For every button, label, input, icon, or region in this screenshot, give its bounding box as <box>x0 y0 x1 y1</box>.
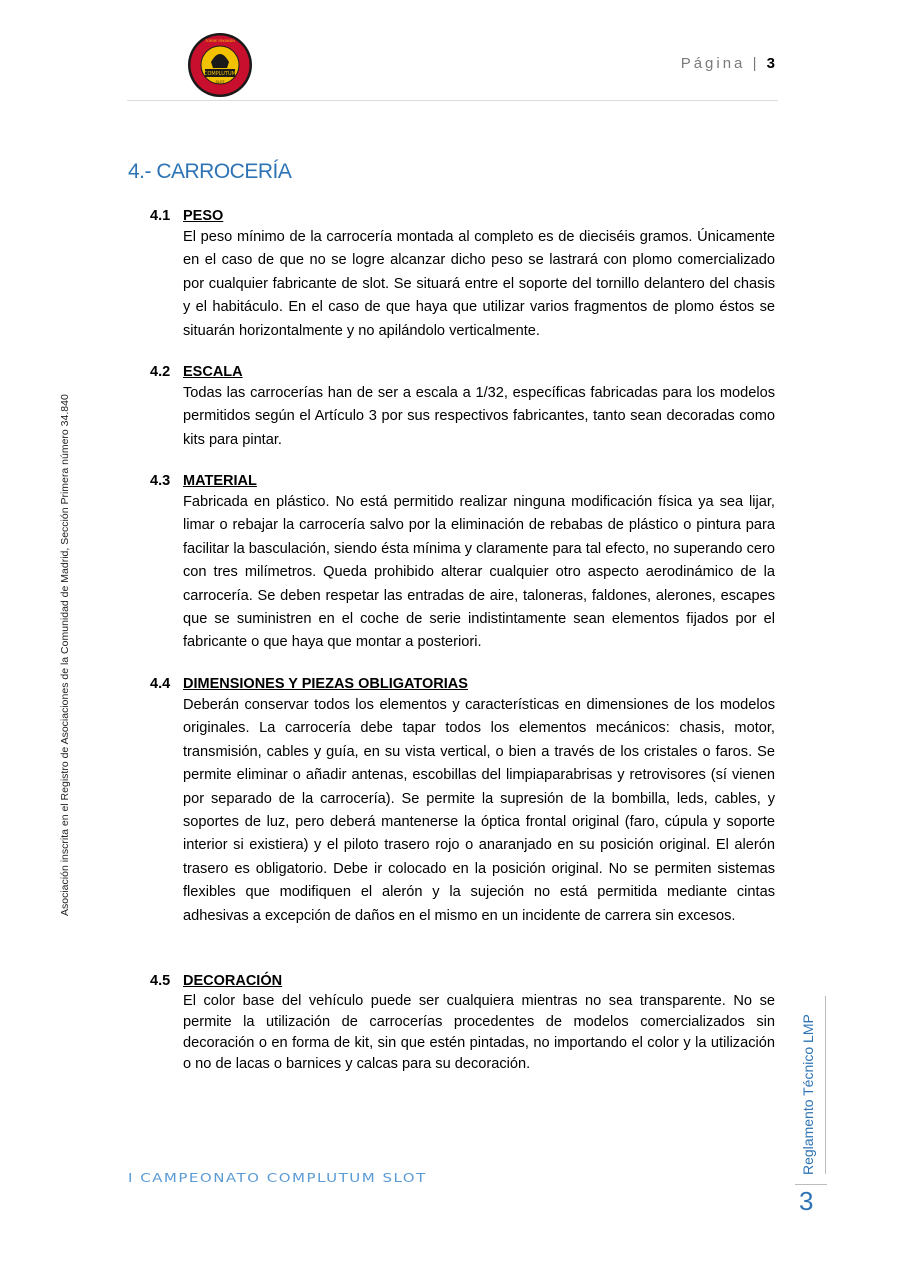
page-separator: | <box>752 55 757 72</box>
subsection-title: MATERIAL <box>183 473 257 489</box>
vertical-divider <box>825 996 826 1174</box>
subsection-title: DIMENSIONES Y PIEZAS OBLIGATORIAS <box>183 676 468 692</box>
subsection-body: El color base del vehículo puede ser cualquiera mientras no sea transparente. No se permite la utilización de carrocerías procedentes de modelos comercializados sin decoración o en forma de kit, sin que estén pintadas, no importando el color y la utilización o no de lacas o barnices y calcas para su decoración. <box>183 993 775 1072</box>
subsection-title: PESO <box>183 208 224 224</box>
subsection-body: El peso mínimo de la carrocería montada al completo es de dieciséis gramos. Únicamente en el caso de que no se logre alcanzar dicho peso se lastrará con plomo comercializado por cualquier fabricante de slot. Se situará entre el soporte del tornillo delantero del chasis y el habitáculo. En el caso de que haya que utilizar varios fragmentos de plomo éstos se situarán horizontalmente y no apilándolo verticalmente. <box>183 229 775 339</box>
subsection-body: Todas las carrocerías han de ser a escala a 1/32, específicas fabricadas para los modelos permitidos según el Artículo 3 por sus respectivos fabricantes, tanto sean decoradas como kits para pintar. <box>183 385 775 448</box>
side-registration-text: Asociación inscrita en el Registro de Asociaciones de la Comunidad de Madrid, Sección Primera número 34.840 <box>59 394 71 916</box>
club-logo <box>187 32 253 98</box>
subsection-body: Fabricada en plástico. No está permitido realizar ninguna modificación física ya sea lijar, limar o rebajar la carrocería salvo por la eliminación de rebabas de plástico o pintura para facilitar la basculación, siendo ésta mínima y claramente para tal efecto, no superando cero con tres milímetros. Queda prohibido alterar cualquier otro aspecto aerodinámico de la carrocería. Se deben respetar las entradas de aire, taloneras, faldones, alerones, escapes que se suministren en el coche de serie indistintamente sean elementos fijados por el fabricante o que haya que montar a posteriori. <box>183 494 775 651</box>
header-page-number: 3 <box>766 55 775 72</box>
section-title: 4.- CARROCERÍA <box>128 160 292 183</box>
subsection-number: 4.1 <box>150 208 171 224</box>
logo-mid-text: COMPLUTUM <box>204 71 236 77</box>
subsection-title: ESCALA <box>183 364 243 380</box>
subsection-heading <box>150 674 775 694</box>
subsection-heading <box>150 206 775 226</box>
footer-title: I CAMPEONATO COMPLUTUM SLOT <box>128 1170 427 1186</box>
page-word: Página <box>680 55 746 72</box>
subsection-number: 4.3 <box>150 473 171 489</box>
header-page-label <box>681 55 775 72</box>
subsection-decoracion <box>150 971 775 1075</box>
footer-page-divider <box>795 1184 827 1185</box>
subsection-material <box>150 471 775 655</box>
subsection-dimensiones <box>150 674 775 928</box>
logo-top-text: TORRE PAYANDÚ <box>204 39 236 43</box>
subsection-body: Deberán conservar todos los elementos y características en dimensiones de los modelos originales. La carrocería debe tapar todos los elementos mecánicos: chasis, motor, transmisión, cables y guía, en su vista vertical, o bien a través de los cristales o faros. Se permite eliminar o añadir antenas, escobillas del limpiaparabrisas y retrovisores (sí vienen por separado de la carrocería). Se permite la supresión de la bombilla, leds, cables, y soportes de luz, pero deberá mantenerse la óptica frontal original (faro, cúpula y soporte interior si existiera) y el piloto trasero rojo o anaranjado en su posición original. El alerón trasero es obligatorio. Debe ir colocado en la posición original. No se permiten sistemas flexibles que modifiquen el alerón y la sujeción no está permitida mediante cintas adhesivas a excepción de daños en el mismo en un incidente de carrera sin excesos. <box>183 697 775 924</box>
subsection-heading <box>150 362 775 382</box>
subsection-peso <box>150 206 775 343</box>
subsection-number: 4.2 <box>150 364 171 380</box>
footer-page-number: 3 <box>799 1186 814 1216</box>
subsection-title: DECORACIÓN <box>183 973 283 989</box>
subsection-number: 4.5 <box>150 973 171 989</box>
vertical-document-title: Reglamento Técnico LMP <box>800 1014 816 1175</box>
header-divider <box>127 100 778 101</box>
subsection-escala <box>150 362 775 452</box>
subsection-heading <box>150 971 775 991</box>
logo-sub-text: SLOT <box>215 80 225 84</box>
subsection-heading <box>150 471 775 491</box>
subsection-number: 4.4 <box>150 676 171 692</box>
